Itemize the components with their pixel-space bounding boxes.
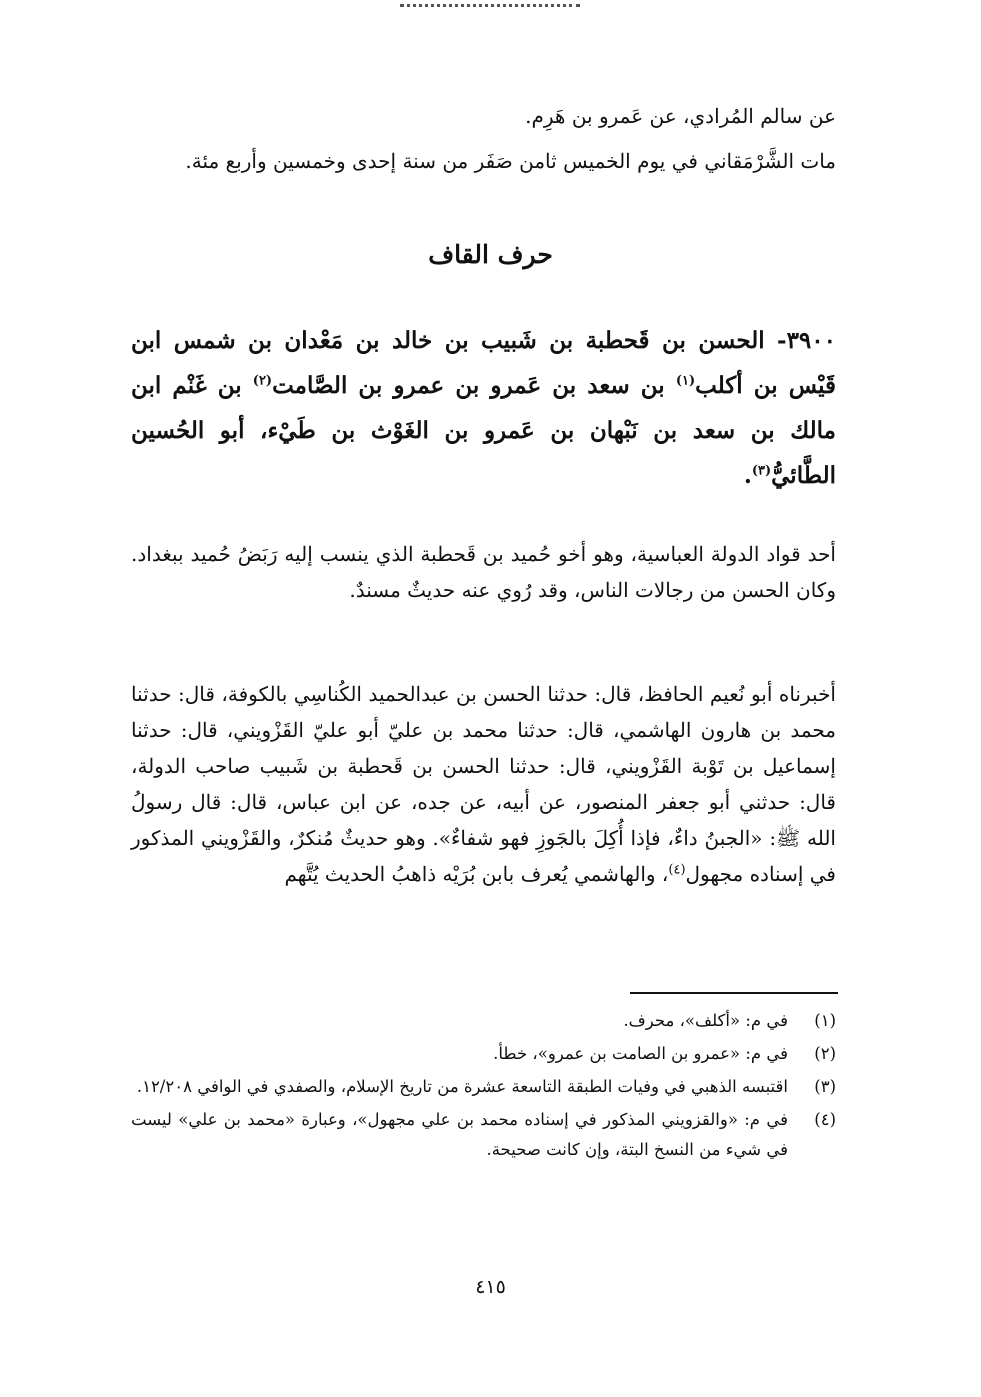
footnote-text: في م: «عمرو بن الصامت بن عمرو»، خطأ. <box>493 1044 788 1063</box>
entry-title-part3: بن غَنْم ابن مالك بن سعد بن نَبْهان بن عَمرو بن الغَوْث بن طَيْء، أبو الحُسين الطَّائيُّ <box>131 372 836 489</box>
entry-title-part1: ٣٩٠٠- الحسن بن قَحطبة بن شَبيب بن خالد بن مَعْدان بن شمس ابن قَيْس بن أكلب <box>131 327 837 399</box>
isnad-block <box>131 676 836 892</box>
section-heading: حرف القاف <box>428 240 553 269</box>
entry-title-part2: بن سعد بن عَمرو بن عمرو بن الصَّامت <box>272 372 676 399</box>
isnad-part1: أخبرناه أبو نُعيم الحافظ، قال: حدثنا الحسن بن عبدالحميد الكُناسِي بالكوفة، قال: حدثنا محمد بن هارون الهاشمي، قال: حدثنا محمد بن عليّ أبو عليّ القَزْويني، قال: حدثنا إسماعيل بن تَوْبة القَزْويني، قال: حدثنا الحسن بن قَحطبة بن شَبيب صاحب الدولة، قال: حدثني أبو جعفر المنصور، عن أبيه، عن جده، عن ابن عباس، قال: قال رسولُ الله ﷺ: «الجبنُ داءٌ، فإذا أُكِلَ بالجَوزِ فهو شفاءٌ». وهو حديثٌ مُنكرٌ، والقَزْويني المذكور في إسناده مجهول <box>131 682 836 886</box>
entry-3900 <box>131 318 836 498</box>
isnad-part2: ، والهاشمي يُعرف بابن بُرَيْه ذاهبُ الحديث يُتَّهم <box>284 862 669 886</box>
footnote-number: (٢) <box>814 1044 836 1063</box>
continuation-paragraph: عن سالم المُرادي، عن عَمرو بن هَرِم. <box>525 104 836 128</box>
page-number: ٤١٥ <box>475 1276 506 1298</box>
footnote-3 <box>131 1072 836 1102</box>
footnote-number: (٣) <box>814 1077 836 1096</box>
footnotes <box>131 1006 836 1168</box>
footnote-ref-2: (٢) <box>252 373 273 389</box>
bio-block <box>131 536 836 608</box>
footnote-separator <box>630 992 838 994</box>
footnote-ref-4: (٤) <box>668 862 686 878</box>
footnote-text: في م: «أكلف»، محرف. <box>623 1011 788 1030</box>
body-top <box>131 98 836 179</box>
footnote-1 <box>131 1006 836 1036</box>
footnote-ref-3: (٣) <box>751 463 772 479</box>
footnote-4 <box>131 1105 836 1165</box>
bio-paragraph: أحد قواد الدولة العباسية، وهو أخو حُميد بن قَحطبة الذي ينسب إليه رَبَضُ حُميد ببغداد. وكان الحسن من رجالات الناس، وقد رُوي عنه حديثٌ مسندٌ. <box>131 542 836 602</box>
footnote-ref-1: (١) <box>675 373 696 389</box>
isnad-paragraph <box>131 676 836 892</box>
footnote-text: اقتبسه الذهبي في وفيات الطبقة التاسعة عشرة من تاريخ الإسلام، والصفدي في الوافي ١٢/٢٠٨. <box>136 1077 788 1096</box>
footnote-2 <box>131 1039 836 1069</box>
entry-title-end: . <box>743 462 752 489</box>
death-paragraph: مات الشَّرْمَقاني في يوم الخميس ثامن صَفَر من سنة إحدى وخمسين وأربع مئة. <box>185 149 836 173</box>
footnote-text: في م: «والقزويني المذكور في إسناده محمد بن علي مجهول»، وعبارة «محمد بن علي» ليست في شيء من النسخ البتة، وإن كانت صحيحة. <box>131 1110 788 1159</box>
top-scan-mark <box>400 4 580 11</box>
footnote-number: (٤) <box>814 1110 836 1129</box>
entry-title <box>131 318 836 498</box>
footnote-number: (١) <box>814 1011 836 1030</box>
